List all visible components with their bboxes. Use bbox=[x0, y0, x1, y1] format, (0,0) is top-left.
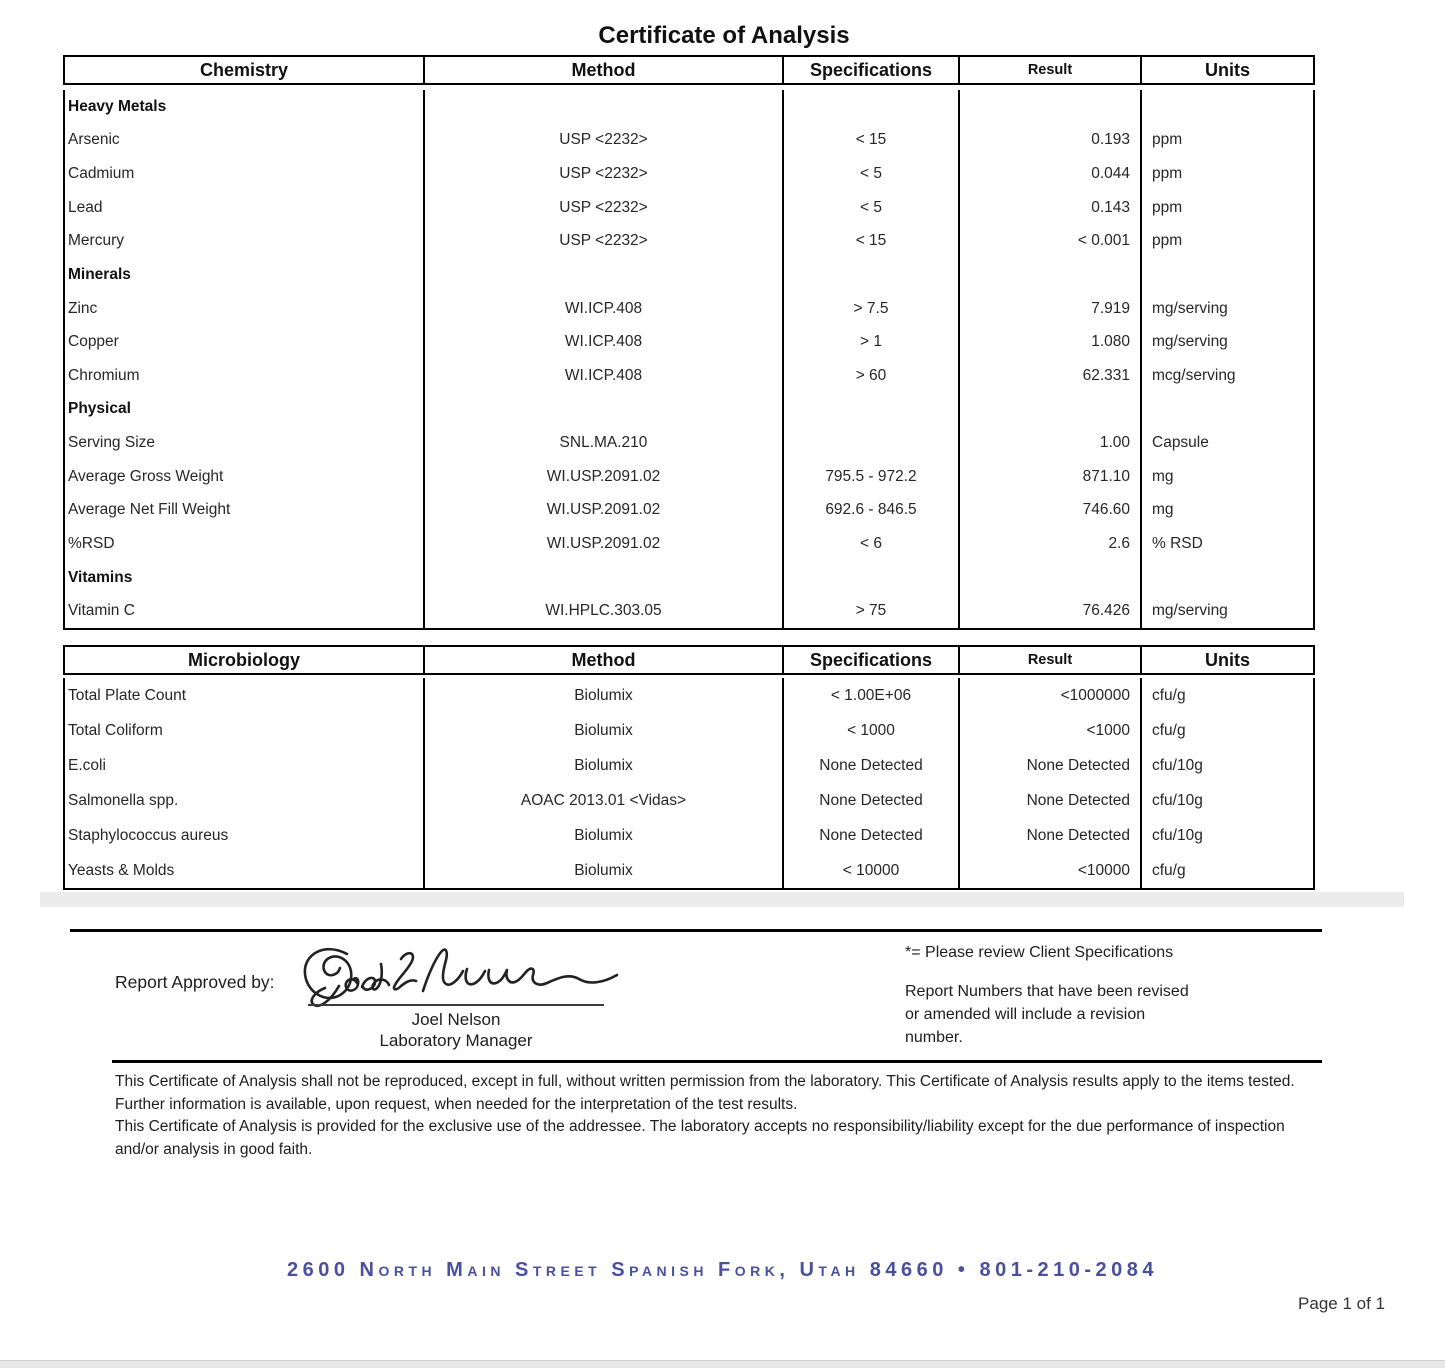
units-cell bbox=[1142, 393, 1313, 427]
result-cell: 0.193 bbox=[960, 124, 1142, 158]
method-cell: WI.USP.2091.02 bbox=[425, 494, 784, 528]
analyte-cell: Arsenic bbox=[65, 124, 425, 158]
result-cell bbox=[960, 258, 1142, 292]
spec-cell: < 6 bbox=[784, 527, 960, 561]
analyte-cell: Cadmium bbox=[65, 157, 425, 191]
units-cell: mg bbox=[1152, 501, 1174, 519]
column-header-specifications: Specifications bbox=[784, 647, 960, 673]
signature-bottom-rule bbox=[112, 1060, 1322, 1063]
column-header-units: Units bbox=[1205, 59, 1250, 80]
units-cell: mg/serving bbox=[1152, 602, 1228, 620]
result-cell: 7.919 bbox=[960, 292, 1142, 326]
spec-cell: < 5 bbox=[784, 191, 960, 225]
revision-note: Report Numbers that have been revised or amended will include a revision number. bbox=[905, 983, 1189, 1046]
spec-cell: > 75 bbox=[784, 594, 960, 628]
method-cell bbox=[425, 561, 784, 595]
column-header-chemistry: Chemistry bbox=[65, 57, 425, 83]
method-cell bbox=[425, 90, 784, 124]
result-cell bbox=[960, 393, 1142, 427]
table-row bbox=[65, 191, 1313, 225]
lab-address: 2600 North Main Street Spanish Fork, Utah 84660 • 801-210-2084 bbox=[286, 1259, 1159, 1281]
spec-cell bbox=[784, 90, 960, 124]
method-cell: WI.ICP.408 bbox=[425, 292, 784, 326]
signature-image bbox=[295, 942, 625, 1012]
table-row bbox=[65, 594, 1313, 628]
section-row bbox=[65, 393, 1313, 427]
disclaimer-paragraph-2: This Certificate of Analysis is provided for the exclusive use of the addressee. The laboratory accepts no responsibility/liability except for the due performance of inspection and/or analysis in good faith. bbox=[115, 1118, 1285, 1158]
method-cell bbox=[425, 258, 784, 292]
method-cell: USP <2232> bbox=[425, 124, 784, 158]
spec-cell: < 1.00E+06 bbox=[784, 678, 960, 713]
column-header-method: Method bbox=[425, 647, 784, 673]
analyte-cell: Vitamin C bbox=[65, 594, 425, 628]
result-cell: 871.10 bbox=[960, 460, 1142, 494]
method-cell: USP <2232> bbox=[425, 225, 784, 259]
spec-cell: < 1000 bbox=[784, 713, 960, 748]
result-cell: 746.60 bbox=[960, 494, 1142, 528]
microbiology-table-header bbox=[63, 645, 1315, 675]
units-cell: Capsule bbox=[1152, 434, 1209, 452]
signature-top-rule bbox=[70, 929, 1322, 932]
column-header-result: Result bbox=[960, 647, 1142, 673]
page-bottom-edge bbox=[0, 1360, 1445, 1368]
table-row bbox=[65, 494, 1313, 528]
table-row bbox=[65, 124, 1313, 158]
analyte-cell: E.coli bbox=[65, 748, 425, 783]
spec-cell: 795.5 - 972.2 bbox=[784, 460, 960, 494]
table-row bbox=[65, 748, 1313, 783]
result-cell: None Detected bbox=[960, 818, 1142, 853]
analyte-cell: Total Plate Count bbox=[65, 678, 425, 713]
method-cell: Biolumix bbox=[425, 713, 784, 748]
analyte-cell: Vitamins bbox=[65, 561, 425, 595]
spec-cell: None Detected bbox=[784, 818, 960, 853]
result-cell bbox=[960, 90, 1142, 124]
spec-cell bbox=[784, 393, 960, 427]
method-cell: WI.USP.2091.02 bbox=[425, 527, 784, 561]
units-cell: mg/serving bbox=[1152, 333, 1228, 351]
units-cell: cfu/g bbox=[1152, 686, 1186, 704]
spec-cell: > 1 bbox=[784, 325, 960, 359]
column-header-microbiology: Microbiology bbox=[65, 647, 425, 673]
analyte-cell: Physical bbox=[65, 393, 425, 427]
page-number: Page 1 of 1 bbox=[1298, 1294, 1385, 1313]
divider-strip bbox=[40, 892, 1404, 907]
column-header-specifications: Specifications bbox=[784, 57, 960, 83]
analyte-cell: Minerals bbox=[65, 258, 425, 292]
units-cell: cfu/10g bbox=[1152, 791, 1203, 809]
result-cell: < 0.001 bbox=[960, 225, 1142, 259]
column-header-result: Result bbox=[960, 57, 1142, 83]
method-cell: WI.ICP.408 bbox=[425, 359, 784, 393]
spec-cell: < 10000 bbox=[784, 853, 960, 888]
table-row bbox=[65, 325, 1313, 359]
page-title: Certificate of Analysis bbox=[598, 22, 850, 49]
table-row bbox=[65, 713, 1313, 748]
units-cell: cfu/10g bbox=[1152, 826, 1203, 844]
analyte-cell: Average Net Fill Weight bbox=[65, 494, 425, 528]
signature-line bbox=[308, 1004, 604, 1006]
analyte-cell: Zinc bbox=[65, 292, 425, 326]
units-cell: mg/serving bbox=[1152, 299, 1228, 317]
disclaimer-paragraph-1: This Certificate of Analysis shall not be reproduced, except in full, without written permission from the laboratory. This Certificate of Analysis results apply to the items tested. Further information is available, upon request, when needed for the interpretation of the test results. bbox=[115, 1073, 1295, 1113]
analyte-cell: Salmonella spp. bbox=[65, 783, 425, 818]
spec-cell: < 15 bbox=[784, 124, 960, 158]
units-cell: cfu/g bbox=[1152, 861, 1186, 879]
method-cell: WI.USP.2091.02 bbox=[425, 460, 784, 494]
spec-cell: None Detected bbox=[784, 748, 960, 783]
analyte-cell: Mercury bbox=[65, 225, 425, 259]
units-cell bbox=[1142, 90, 1313, 124]
table-row bbox=[65, 426, 1313, 460]
units-cell: ppm bbox=[1152, 232, 1183, 250]
result-cell: 76.426 bbox=[960, 594, 1142, 628]
table-row bbox=[65, 853, 1313, 888]
result-cell: 1.00 bbox=[960, 426, 1142, 460]
table-row bbox=[65, 783, 1313, 818]
spec-cell: > 60 bbox=[784, 359, 960, 393]
units-cell: mg bbox=[1152, 467, 1174, 485]
table-row bbox=[65, 157, 1313, 191]
method-cell: Biolumix bbox=[425, 853, 784, 888]
client-specifications-note: *= Please review Client Specifications bbox=[905, 944, 1174, 961]
analyte-cell: Chromium bbox=[65, 359, 425, 393]
table-row bbox=[65, 292, 1313, 326]
result-cell: None Detected bbox=[960, 783, 1142, 818]
method-cell bbox=[425, 393, 784, 427]
units-cell: ppm bbox=[1152, 198, 1183, 216]
section-row bbox=[65, 561, 1313, 595]
method-cell: AOAC 2013.01 <Vidas> bbox=[425, 783, 784, 818]
units-cell: ppm bbox=[1152, 131, 1183, 149]
analyte-cell: Lead bbox=[65, 191, 425, 225]
analyte-cell: Serving Size bbox=[65, 426, 425, 460]
spec-cell bbox=[784, 561, 960, 595]
result-cell: 0.044 bbox=[960, 157, 1142, 191]
method-cell: Biolumix bbox=[425, 678, 784, 713]
result-cell: None Detected bbox=[960, 748, 1142, 783]
chemistry-table-body bbox=[63, 90, 1315, 630]
analyte-cell: Total Coliform bbox=[65, 713, 425, 748]
spec-cell bbox=[784, 258, 960, 292]
spec-cell bbox=[784, 426, 960, 460]
method-cell: Biolumix bbox=[425, 748, 784, 783]
column-header-units: Units bbox=[1205, 649, 1250, 670]
chemistry-table-header bbox=[63, 55, 1315, 85]
table-row bbox=[65, 527, 1313, 561]
analyte-cell: Staphylococcus aureus bbox=[65, 818, 425, 853]
section-row bbox=[65, 90, 1313, 124]
column-header-method: Method bbox=[425, 57, 784, 83]
table-row bbox=[65, 359, 1313, 393]
spec-cell: < 15 bbox=[784, 225, 960, 259]
spec-cell: > 7.5 bbox=[784, 292, 960, 326]
disclaimer-text bbox=[115, 1071, 1300, 1161]
result-cell: 62.331 bbox=[960, 359, 1142, 393]
result-cell: <1000000 bbox=[960, 678, 1142, 713]
method-cell: USP <2232> bbox=[425, 157, 784, 191]
table-row bbox=[65, 225, 1313, 259]
units-cell bbox=[1142, 258, 1313, 292]
analyte-cell: Copper bbox=[65, 325, 425, 359]
spec-cell: < 5 bbox=[784, 157, 960, 191]
method-cell: WI.ICP.408 bbox=[425, 325, 784, 359]
analyte-cell: Average Gross Weight bbox=[65, 460, 425, 494]
signer-name: Joel Nelson bbox=[411, 1010, 501, 1029]
method-cell: SNL.MA.210 bbox=[425, 426, 784, 460]
spec-cell: 692.6 - 846.5 bbox=[784, 494, 960, 528]
units-cell: mcg/serving bbox=[1152, 366, 1236, 384]
microbiology-table-body bbox=[63, 678, 1315, 890]
units-cell: cfu/g bbox=[1152, 721, 1186, 739]
units-cell bbox=[1142, 561, 1313, 595]
result-cell: 2.6 bbox=[960, 527, 1142, 561]
method-cell: Biolumix bbox=[425, 818, 784, 853]
table-row bbox=[65, 818, 1313, 853]
analyte-cell: Yeasts & Molds bbox=[65, 853, 425, 888]
spec-cell: None Detected bbox=[784, 783, 960, 818]
method-cell: USP <2232> bbox=[425, 191, 784, 225]
method-cell: WI.HPLC.303.05 bbox=[425, 594, 784, 628]
units-cell: % RSD bbox=[1152, 534, 1203, 552]
analyte-cell: %RSD bbox=[65, 527, 425, 561]
report-approved-by-label: Report Approved by: bbox=[115, 972, 275, 992]
result-cell bbox=[960, 561, 1142, 595]
units-cell: ppm bbox=[1152, 165, 1183, 183]
analyte-cell: Heavy Metals bbox=[65, 90, 425, 124]
section-row bbox=[65, 258, 1313, 292]
signer-title: Laboratory Manager bbox=[379, 1031, 533, 1050]
units-cell: cfu/10g bbox=[1152, 756, 1203, 774]
result-cell: 0.143 bbox=[960, 191, 1142, 225]
result-cell: <1000 bbox=[960, 713, 1142, 748]
result-cell: 1.080 bbox=[960, 325, 1142, 359]
result-cell: <10000 bbox=[960, 853, 1142, 888]
table-row bbox=[65, 460, 1313, 494]
table-row bbox=[65, 678, 1313, 713]
